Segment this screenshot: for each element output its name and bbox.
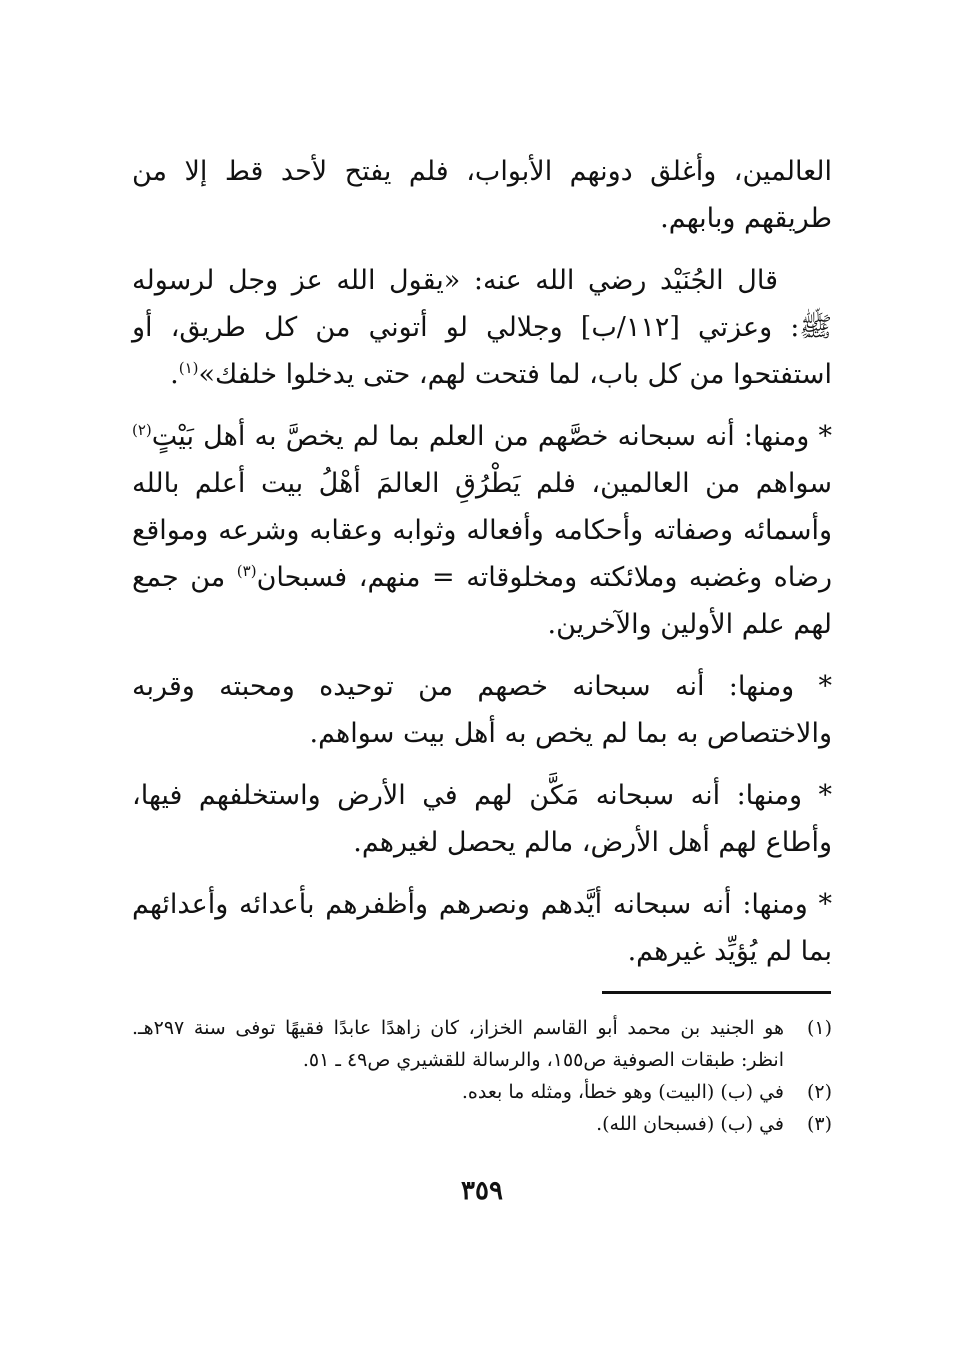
paragraph-text-tail: . (170, 359, 179, 390)
paragraph-6 (132, 881, 832, 975)
paragraph-text-tail: من جمع لهم علم الأولين والآخرين. (132, 562, 832, 640)
paragraph-text: * ومنها: أنه سبحانه خصهم من توحيده ومحبته وقربه والاختصاص به بما لم يخص به أهل بيت سواهم. (132, 671, 832, 749)
footnote-2 (132, 1076, 832, 1108)
footnote-marker-2: (٢) (132, 421, 152, 439)
footnote-text: هو الجنيد بن محمد أبو القاسم الخزاز، كان زاهدًا عابدًا فقيهًا توفى سنة ٢٩٧هـ. انظر: طبقات الصوفية ص١٥٥، والرسالة للقشيري ص٤٩ ـ ٥١. (132, 1017, 784, 1071)
footnote-3 (132, 1108, 832, 1140)
footnote-number: (٢) (806, 1081, 832, 1103)
footnote-number: (٣) (806, 1113, 832, 1135)
footnote-text: في (ب) (البيت) وهو خطأ، ومثله ما بعده. (461, 1081, 784, 1103)
footnote-marker-1: (١) (178, 359, 199, 377)
footnote-number: (١) (806, 1017, 832, 1039)
paragraph-4 (132, 663, 832, 757)
footnote-text: في (ب) (فسبحان الله). (596, 1113, 784, 1135)
paragraph-text: * ومنها: أنه سبحانه أيَّدهم ونصرهم وأظفرهم بأعدائه وأعدائهم بما لم يُؤيِّد غيرهم. (132, 889, 832, 967)
paragraph-text: * ومنها: أنه سبحانه مَكَّن لهم في الأرض واستخلفهم فيها، وأطاع لهم أهل الأرض، مالم يحصل لغيرهم. (132, 780, 832, 858)
paragraph-5 (132, 772, 832, 866)
footnote-marker-3: (٣) (236, 562, 257, 580)
paragraph-3 (132, 413, 832, 648)
paragraph-text: العالمين، وأغلق دونهم الأبواب، فلم يفتح لأحد قط إلا من طريقهم وبابهم. (132, 156, 832, 234)
paragraph-1 (132, 148, 832, 242)
page-number: ٣٥٩ (461, 1176, 503, 1206)
footnotes-block (132, 1012, 832, 1140)
footnote-1 (132, 1012, 832, 1076)
paragraph-text: * ومنها: أنه سبحانه خصَّهم من العلم بما لم يخصَّ به أهل بَيْتٍ (151, 421, 832, 452)
main-text-block (132, 148, 832, 990)
paragraph-2 (132, 257, 832, 398)
paragraph-text-middle: سواهم من العالمين، فلم يَطْرُقِ العالمَ أهْلُ بيت أعلم بالله وأسمائه وصفاته وأحكامه وأفعاله وثوابه وعقابه وشرعه ومواقع رضاه وغضبه وملائكته ومخلوقاته = منهم، فسبحان (132, 468, 832, 593)
paragraph-text: قال الجُنَيْد رضي الله عنه: «يقول الله عز وجل لرسوله ﷺ: وعزتي [١١٢/ب] وجلالي لو أتوني من كل طريق، أو استفتحوا من كل باب، لما فتحت لهم، حتى يدخلوا خلفك» (132, 265, 832, 390)
footnote-separator (602, 991, 831, 994)
